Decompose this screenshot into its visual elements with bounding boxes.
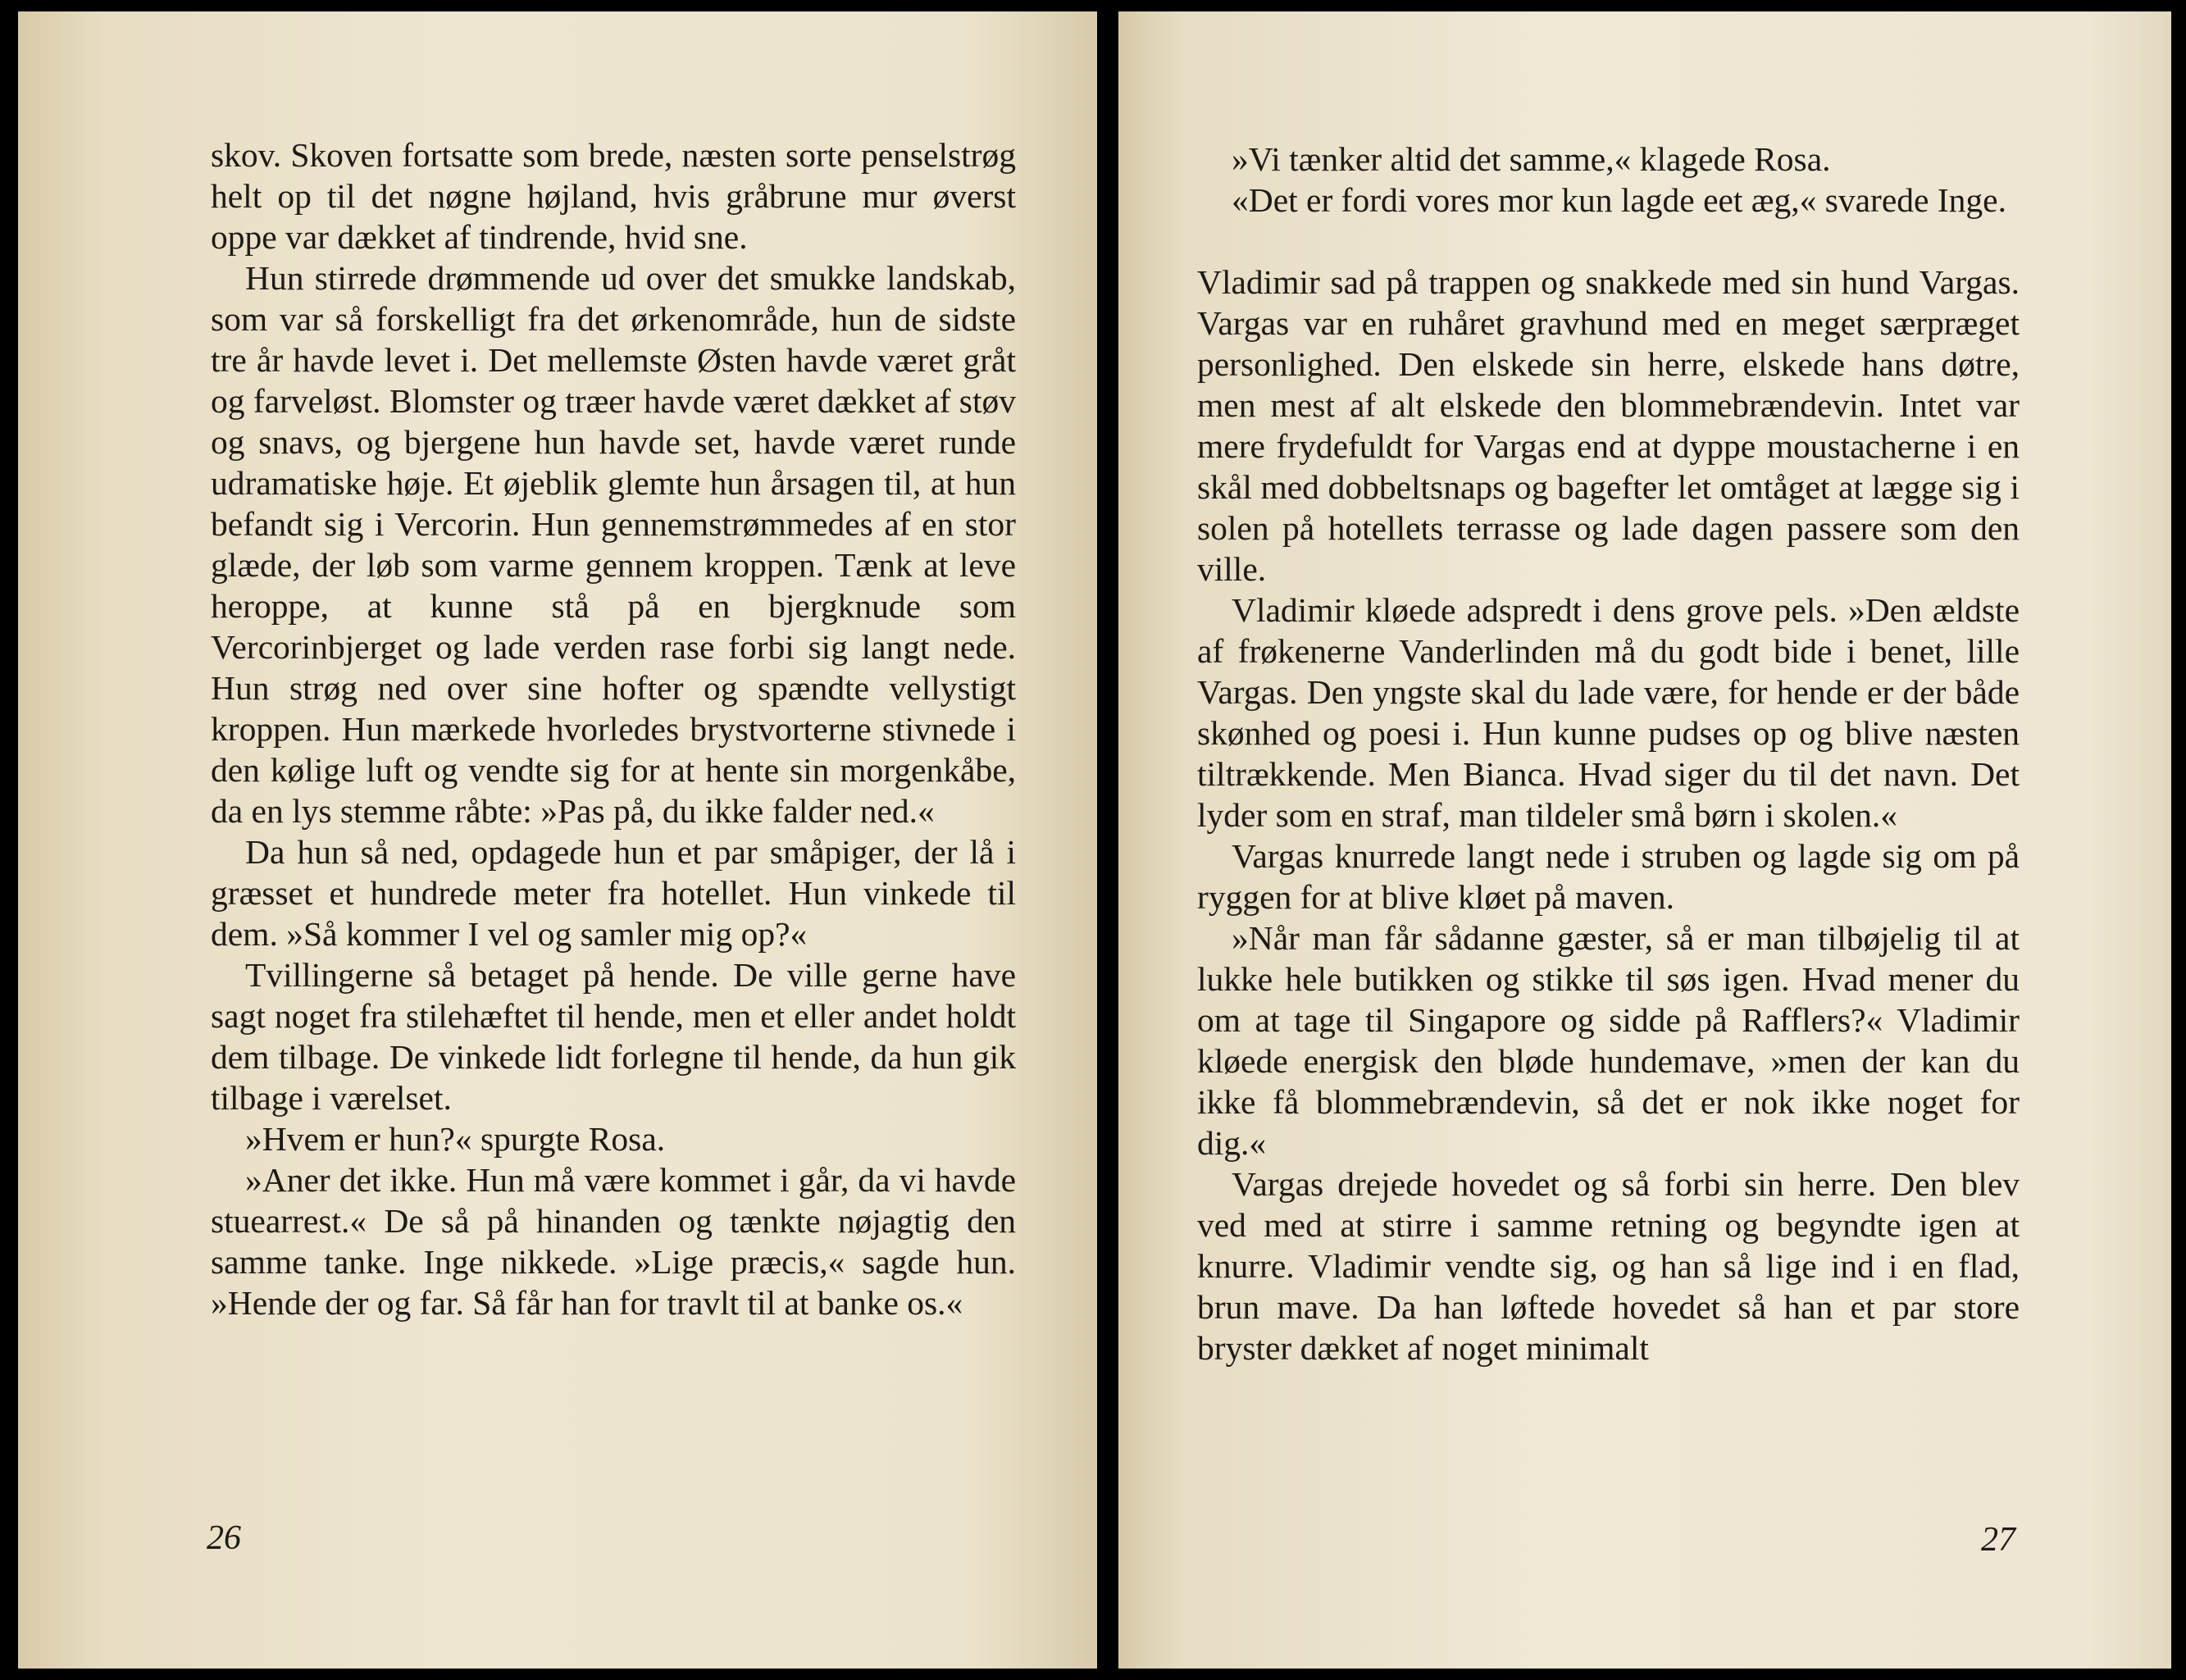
paragraph: Vargas drejede hovedet og så forbi sin herre. Den blev ved med at stirre i samme retning og begyndte igen at knurre. Vladimir vendte sig, og han så lige ind i en flad, brun mave. Da han løftede hovedet så han et par store bryster dækket af noget minimalt xyxy=(1197,1165,2020,1367)
paragraph: Da hun så ned, opdagede hun et par småpiger, der lå i græsset et hundrede meter fra hotellet. Hun vinkede til dem. »Så kommer I vel og samler mig op?« xyxy=(211,833,1016,953)
paragraph: Tvillingerne så betaget på hende. De ville gerne have sagt noget fra stilehæftet til hende, men et eller andet holdt dem tilbage. De vinkede lidt forlegne til hende, da hun gik tilbage i værelset. xyxy=(211,956,1016,1117)
right-page-text xyxy=(1197,139,2020,1368)
left-page-text xyxy=(211,134,1016,1323)
paragraph: skov. Skoven fortsatte som brede, næsten sorte penselstrøg helt op til det nøgne højland, hvis gråbrune mur øverst oppe var dækket af tindrende, hvid sne. xyxy=(211,136,1016,256)
paragraph: Vladimir sad på trappen og snakkede med sin hund Vargas. Vargas var en ruhåret gravhund med en meget særpræget personlighed. Den elskede sin herre, elskede hans døtre, men mest af alt elskede den blommebrændevin. Intet var mere frydefuldt for Vargas end at dyppe moustacherne i en skål med dobbeltsnaps og bagefter let omtåget at lægge sig i solen på hotellets terrasse og lade dagen passere som den ville. xyxy=(1197,263,2020,588)
paragraph: Vladimir kløede adspredt i dens grove pels. »Den ældste af frøkenerne Vanderlinden må du godt bide i benet, lille Vargas. Den yngste skal du lade være, for hende er der både skønhed og poesi i. Hun kunne pudses op og blive næsten tiltrækkende. Men Bianca. Hvad siger du til det navn. Det lyder som en straf, man tildeler små børn i skolen.« xyxy=(1197,591,2020,834)
paragraph: Hun stirrede drømmende ud over det smukke landskab, som var så forskelligt fra det ørkenområde, hun de sidste tre år havde levet i. Det mellemste Østen havde været gråt og farveløst. Blomster og træer havde været dækket af støv og snavs, og bjergene hun havde set, havde været runde udramatiske høje. Et øjeblik glemte hun årsagen til, at hun befandt sig i Vercorin. Hun gennemstrømmedes af en stor glæde, der løb som varme gennem kroppen. Tænk at leve heroppe, at kunne stå på en bjergknude som Vercorinbjerget og lade verden rase forbi sig langt nede. Hun strøg ned over sine hofter og spændte vellystigt kroppen. Hun mærkede hvorledes brystvorterne stivnede i den kølige luft og vendte sig for at hente sin morgenkåbe, da en lys stemme råbte: »Pas på, du ikke falder ned.« xyxy=(211,259,1016,830)
paragraph: »Aner det ikke. Hun må være kommet i går, da vi havde stuearrest.« De så på hinanden og tænkte nøjagtig den samme tanke. Inge nikkede. »Lige præcis,« sagde hun. »Hende der og far. Så får han for travlt til at banke os.« xyxy=(211,1161,1016,1322)
paragraph: »Vi tænker altid det samme,« klagede Rosa. xyxy=(1232,140,1831,178)
paragraph: »Når man får sådanne gæster, så er man tilbøjelig til at lukke hele butikken og stikke til søs igen. Hvad mener du om at tage til Singapore og sidde på Rafflers?« Vladimir kløede energisk den bløde hundemave, »men der kan du ikke få blommebrændevin, så det er nok ikke noget for dig.« xyxy=(1197,919,2020,1162)
section-break xyxy=(1197,221,2020,262)
left-page xyxy=(18,11,1097,1669)
page-number: 27 xyxy=(1981,1521,2015,1559)
paragraph: »Hvem er hun?« spurgte Rosa. xyxy=(245,1120,666,1158)
paragraph: Vargas knurrede langt nede i struben og lagde sig om på ryggen for at blive kløet på maven. xyxy=(1197,837,2020,916)
paragraph: «Det er fordi vores mor kun lagde eet æg,« svarede Inge. xyxy=(1232,181,2006,219)
page-number: 26 xyxy=(207,1519,241,1557)
right-page xyxy=(1118,11,2171,1669)
